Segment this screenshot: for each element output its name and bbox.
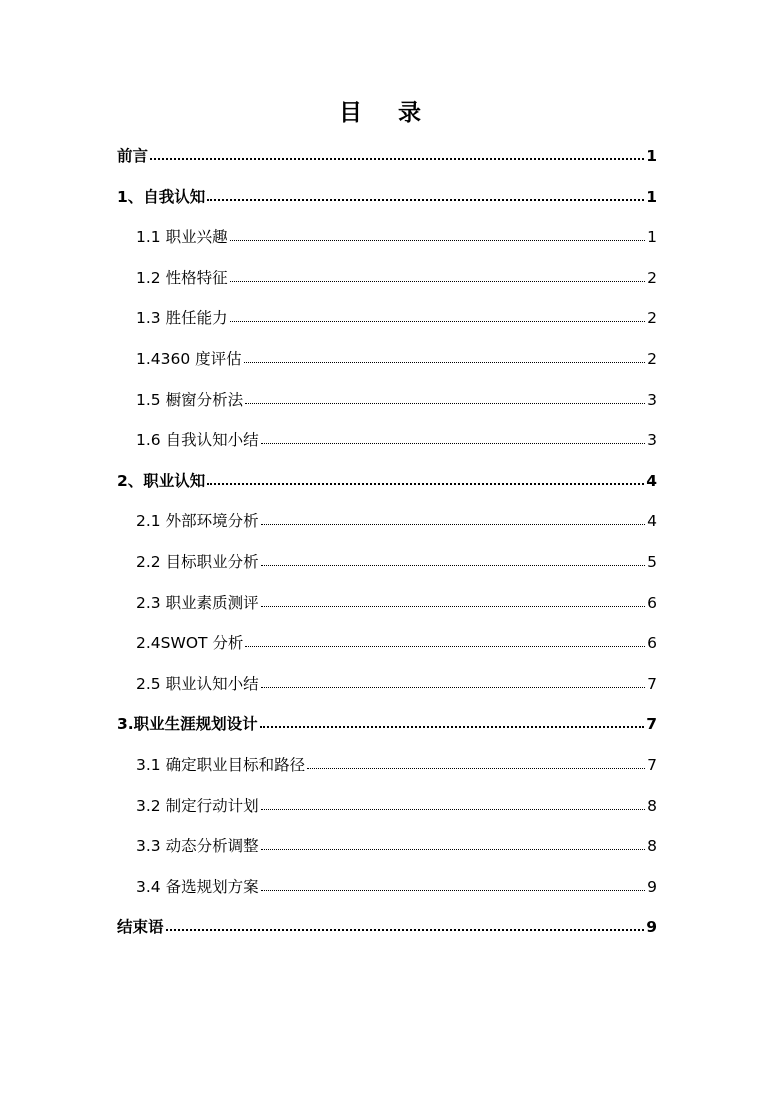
toc-entry-label: 3.2 制定行动计划 — [136, 796, 259, 815]
toc-entry[interactable] — [117, 792, 657, 833]
toc-entry-page-number: 2 — [647, 349, 657, 368]
toc-entry[interactable] — [117, 183, 657, 224]
toc-entry-label: 前言 — [117, 147, 149, 165]
toc-dot-leader — [261, 510, 645, 526]
toc-entry[interactable] — [117, 548, 657, 589]
toc-dot-leader — [261, 876, 645, 892]
toc-dot-leader — [260, 713, 645, 729]
toc-entry-label: 1.3 胜任能力 — [136, 309, 228, 328]
toc-dot-leader — [261, 795, 645, 811]
toc-entry-label: 1.4360 度评估 — [136, 349, 242, 368]
toc-entry-page-number: 4 — [647, 512, 657, 531]
toc-entry[interactable] — [117, 589, 657, 630]
toc-entry[interactable] — [117, 832, 657, 873]
toc-entry-label: 2、职业认知 — [117, 471, 206, 490]
toc-entry-label: 1、自我认知 — [117, 187, 206, 206]
toc-dot-leader — [261, 673, 645, 689]
toc-entry-page-number: 8 — [647, 796, 657, 815]
toc-dot-leader — [207, 186, 644, 202]
toc-entry-label: 2.1 外部环境分析 — [136, 512, 259, 531]
toc-entry-page-number: 9 — [647, 877, 657, 896]
toc-entry-page-number: 7 — [646, 715, 657, 734]
toc-entry-label: 2.5 职业认知小结 — [136, 674, 259, 693]
toc-entry[interactable] — [117, 304, 657, 345]
toc-entry-label: 1.2 性格特征 — [136, 268, 228, 287]
toc-dot-leader — [150, 145, 644, 161]
toc-entry-page-number: 7 — [647, 674, 657, 693]
toc-dot-leader — [307, 754, 645, 770]
toc-dot-leader — [207, 470, 644, 486]
toc-entry-label: 1.6 自我认知小结 — [136, 431, 259, 450]
toc-entry[interactable] — [117, 223, 657, 264]
toc-entry[interactable] — [117, 751, 657, 792]
toc-entry-page-number: 9 — [646, 918, 657, 937]
toc-entry[interactable] — [117, 873, 657, 914]
toc-dot-leader — [245, 632, 645, 648]
toc-entry-page-number: 2 — [647, 268, 657, 287]
toc-dot-leader — [230, 307, 645, 323]
toc-entry-page-number: 8 — [647, 837, 657, 856]
toc-entry[interactable] — [117, 629, 657, 670]
toc-entry[interactable] — [117, 710, 657, 751]
toc-dot-leader — [261, 592, 645, 608]
toc-entry[interactable] — [117, 142, 657, 183]
toc-entry-label: 2.2 目标职业分析 — [136, 552, 259, 571]
toc-entry[interactable] — [117, 670, 657, 711]
toc-entry-label: 3.3 动态分析调整 — [136, 837, 259, 856]
toc-entry-page-number: 3 — [647, 390, 657, 409]
toc-entry[interactable] — [117, 426, 657, 467]
toc-entry-label: 1.5 橱窗分析法 — [136, 390, 244, 409]
toc-title: 目 录 — [338, 100, 435, 126]
toc-dot-leader — [261, 551, 645, 567]
toc-entry-page-number: 4 — [646, 471, 657, 490]
toc-entry[interactable] — [117, 467, 657, 508]
toc-dot-leader — [261, 429, 645, 445]
toc-entry[interactable] — [117, 386, 657, 427]
toc-list — [117, 142, 657, 954]
toc-entry-label: 结束语 — [117, 918, 164, 937]
toc-dot-leader — [261, 835, 645, 851]
toc-entry-label: 1.1 职业兴趣 — [136, 228, 228, 247]
toc-entry[interactable] — [117, 264, 657, 305]
toc-dot-leader — [245, 389, 645, 405]
toc-entry-label: 3.4 备选规划方案 — [136, 877, 259, 896]
toc-entry[interactable] — [117, 913, 657, 954]
toc-entry-page-number: 5 — [647, 552, 657, 571]
toc-entry-page-number: 1 — [647, 228, 657, 247]
toc-entry-label: 3.1 确定职业目标和路径 — [136, 755, 306, 774]
toc-entry-page-number: 6 — [647, 634, 657, 653]
toc-entry-label: 2.3 职业素质测评 — [136, 593, 259, 612]
toc-entry-page-number: 2 — [647, 309, 657, 328]
toc-entry-page-number: 7 — [647, 755, 657, 774]
toc-dot-leader — [166, 916, 645, 932]
toc-entry-page-number: 1 — [646, 147, 657, 165]
toc-entry-label: 2.4SWOT 分析 — [136, 634, 244, 653]
toc-entry-page-number: 3 — [647, 431, 657, 450]
toc-entry-page-number: 1 — [646, 187, 657, 206]
toc-dot-leader — [244, 348, 645, 364]
toc-dot-leader — [230, 267, 645, 283]
toc-entry-page-number: 6 — [647, 593, 657, 612]
toc-dot-leader — [230, 226, 645, 242]
toc-entry[interactable] — [117, 345, 657, 386]
toc-entry[interactable] — [117, 507, 657, 548]
toc-entry-label: 3.职业生涯规划设计 — [117, 715, 258, 734]
